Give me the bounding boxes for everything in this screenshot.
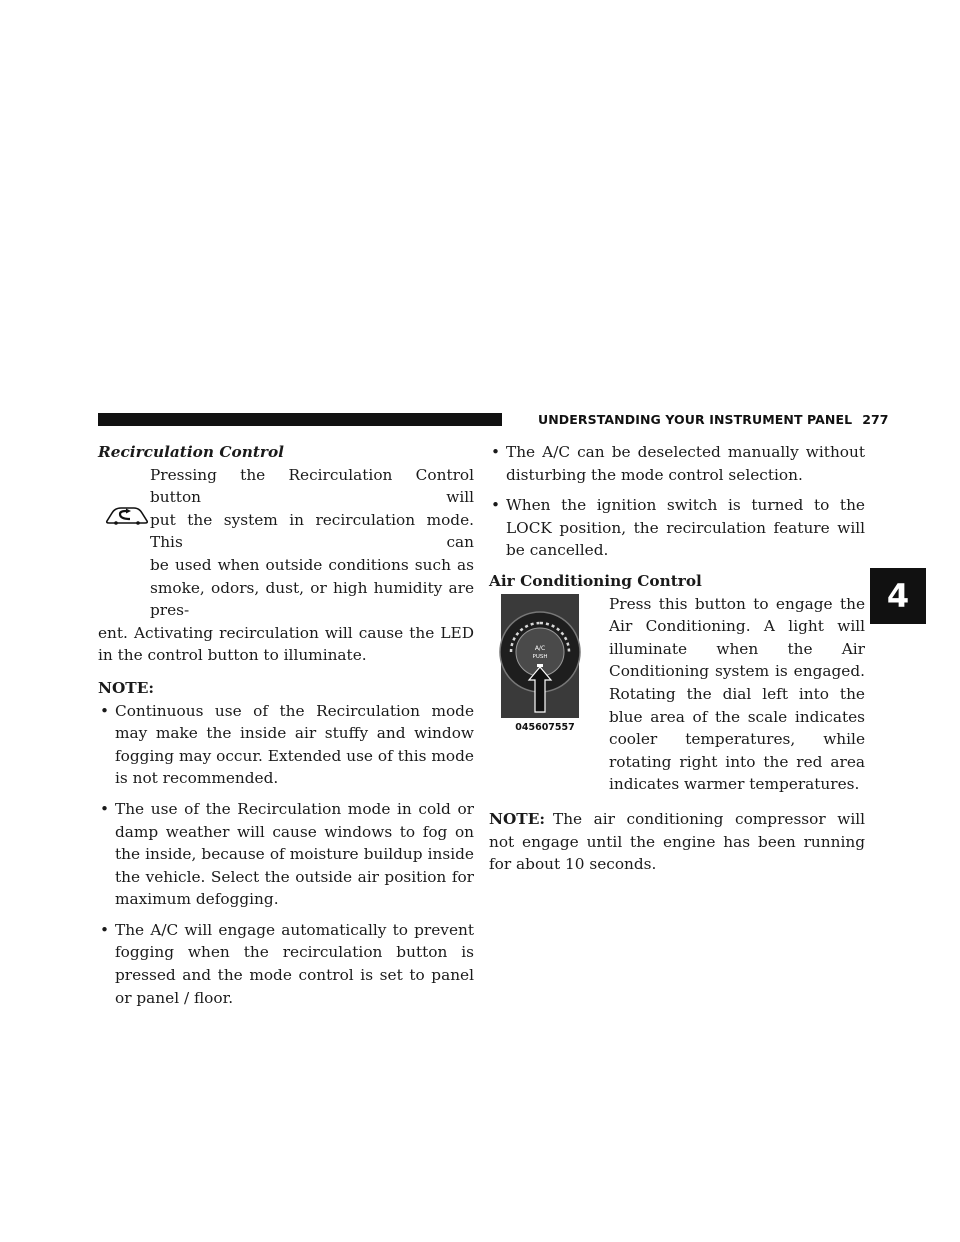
right-column <box>489 441 865 876</box>
continued-bullet-list <box>489 441 865 562</box>
intro-line-4: smoke, odors, dust, or high humidity are pres- <box>150 578 474 620</box>
recirculation-intro <box>98 464 474 667</box>
ac-note-label: NOTE: <box>489 809 545 828</box>
intro-line-3: be used when outside conditions such as <box>150 555 474 574</box>
recirculation-heading: Recirculation Control <box>98 443 284 461</box>
left-column <box>98 441 474 1017</box>
dial-label-ac: A/C <box>534 644 546 652</box>
list-item: • The A/C can be deselected manually without disturbing the mode control selection. <box>491 443 865 484</box>
ac-note-text: The air conditioning compressor will not engage until the engine has been running for about 10 seconds. <box>489 809 865 874</box>
page-number: 277 <box>862 412 889 427</box>
list-item: • When the ignition switch is turned to the LOCK position, the recirculation feature will be cancelled. <box>491 496 865 560</box>
ac-description: Press this button to engage the Air Conditioning. A light will illuminate when the Air Conditioning system is engaged. Rotating the dial left into the blue area of the scale indicates cooler temperatures, while rotating right into the red area indicates warmer temperatures. <box>609 594 865 794</box>
intro-line-2: put the system in recirculation mode. This can <box>150 510 474 552</box>
ac-heading: Air Conditioning Control <box>489 571 702 590</box>
figure-id: 045607557 <box>515 721 575 733</box>
dial-label-push: PUSH <box>532 653 548 660</box>
chapter-tab: 4 <box>870 568 926 624</box>
intro-line-1: Pressing the Recirculation Control button will <box>150 465 474 507</box>
header-bar <box>98 413 502 426</box>
list-item: • Continuous use of the Recirculation mode may make the inside air stuffy and window fogging may occur. Extended use of this mode is not recommended. <box>100 701 474 788</box>
ac-note <box>489 808 865 876</box>
running-header <box>538 412 889 427</box>
ac-section <box>489 570 865 796</box>
intro-tail: ent. Activating recirculation will cause the LED in the control button to illuminate. <box>98 623 474 665</box>
header-title: UNDERSTANDING YOUR INSTRUMENT PANEL <box>538 412 853 427</box>
ac-dial-figure <box>489 594 603 734</box>
note-bullet-list <box>98 700 474 1010</box>
recirculation-icon <box>104 502 150 528</box>
list-item: • The A/C will engage automatically to prevent fogging when the recirculation button is pressed and the mode control is set to panel or panel / floor. <box>100 920 474 1007</box>
list-item: • The use of the Recirculation mode in cold or damp weather will cause windows to fog on the inside, because of moisture buildup inside the vehicle. Select the outside air position for maximum defogging. <box>100 799 474 909</box>
note-label: NOTE: <box>98 678 154 697</box>
